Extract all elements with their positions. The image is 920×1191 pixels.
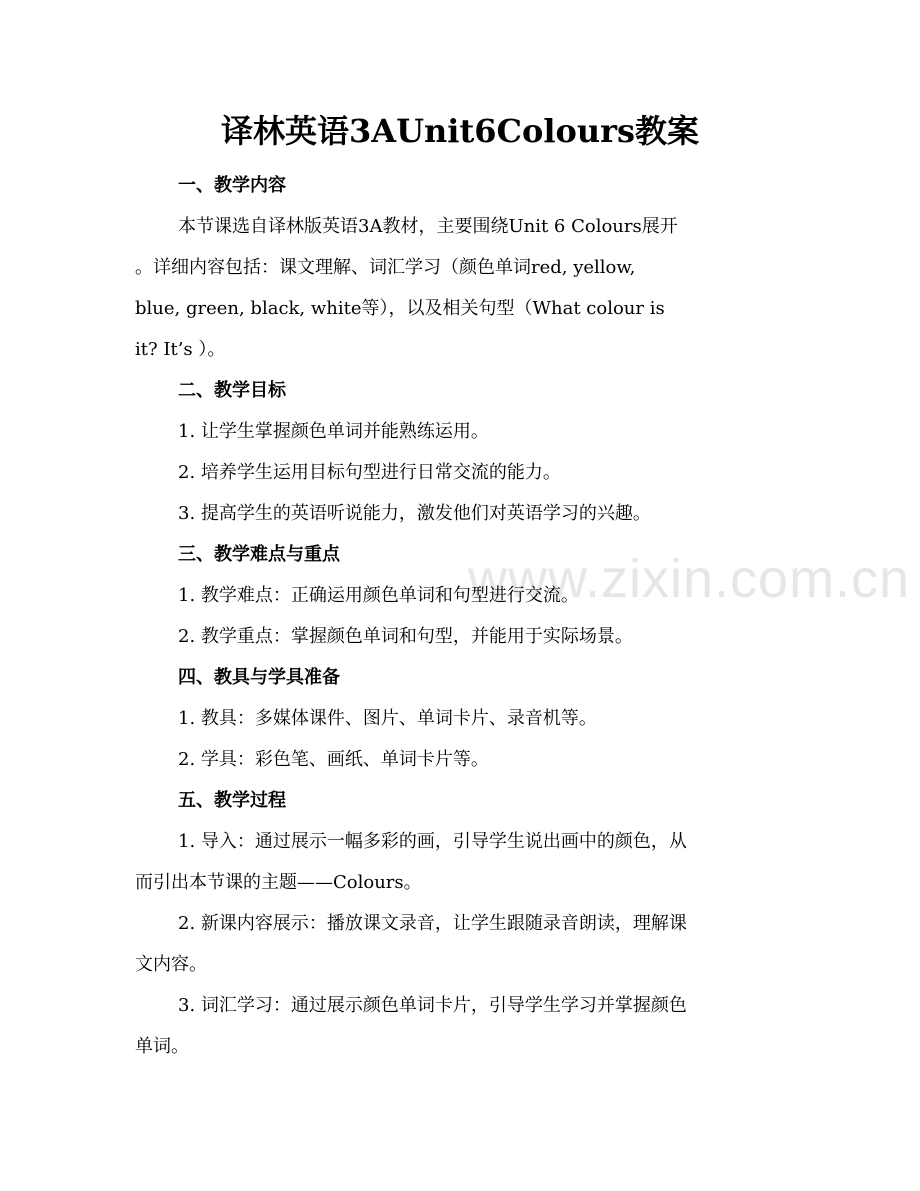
list-item: 1. 教学难点：正确运用颜色单词和句型进行交流。 — [178, 585, 579, 606]
paragraph-line: 本节课选自译林版英语3A教材，主要围绕Unit 6 Colours展开 — [178, 216, 678, 237]
section-heading-process: 五、教学过程 — [178, 790, 286, 811]
list-item: 3. 词汇学习：通过展示颜色单词卡片，引导学生学习并掌握颜色 — [178, 995, 687, 1016]
paragraph-line: 单词。 — [135, 1036, 189, 1057]
section-heading-difficulties: 三、教学难点与重点 — [178, 544, 340, 565]
paragraph-line: it? It’s ）。 — [135, 339, 226, 360]
list-item: 2. 学具：彩色笔、画纸、单词卡片等。 — [178, 749, 489, 770]
list-item: 2. 新课内容展示：播放课文录音，让学生跟随录音朗读，理解课 — [178, 913, 687, 934]
document-title: 译林英语3AUnit6Colours教案 — [221, 112, 699, 150]
watermark: www.zixin.com.cn — [468, 549, 911, 609]
paragraph-line: 而引出本节课的主题——Colours。 — [135, 872, 422, 893]
paragraph-line: blue, green, black, white等），以及相关句型（What colour is — [135, 298, 665, 319]
list-item: 2. 培养学生运用目标句型进行日常交流的能力。 — [178, 462, 561, 483]
list-item: 2. 教学重点：掌握颜色单词和句型，并能用于实际场景。 — [178, 626, 633, 647]
list-item: 1. 教具：多媒体课件、图片、单词卡片、录音机等。 — [178, 708, 597, 729]
section-heading-objectives: 二、教学目标 — [178, 380, 286, 401]
list-item: 3. 提高学生的英语听说能力，激发他们对英语学习的兴趣。 — [178, 503, 651, 524]
section-heading-materials: 四、教具与学具准备 — [178, 667, 340, 688]
section-heading-content: 一、教学内容 — [178, 175, 286, 196]
paragraph-line: 文内容。 — [135, 954, 207, 975]
paragraph-line: 。详细内容包括：课文理解、词汇学习（颜色单词red, yellow, — [135, 257, 636, 278]
list-item: 1. 导入：通过展示一幅多彩的画，引导学生说出画中的颜色，从 — [178, 831, 687, 852]
list-item: 1. 让学生掌握颜色单词并能熟练运用。 — [178, 421, 489, 442]
